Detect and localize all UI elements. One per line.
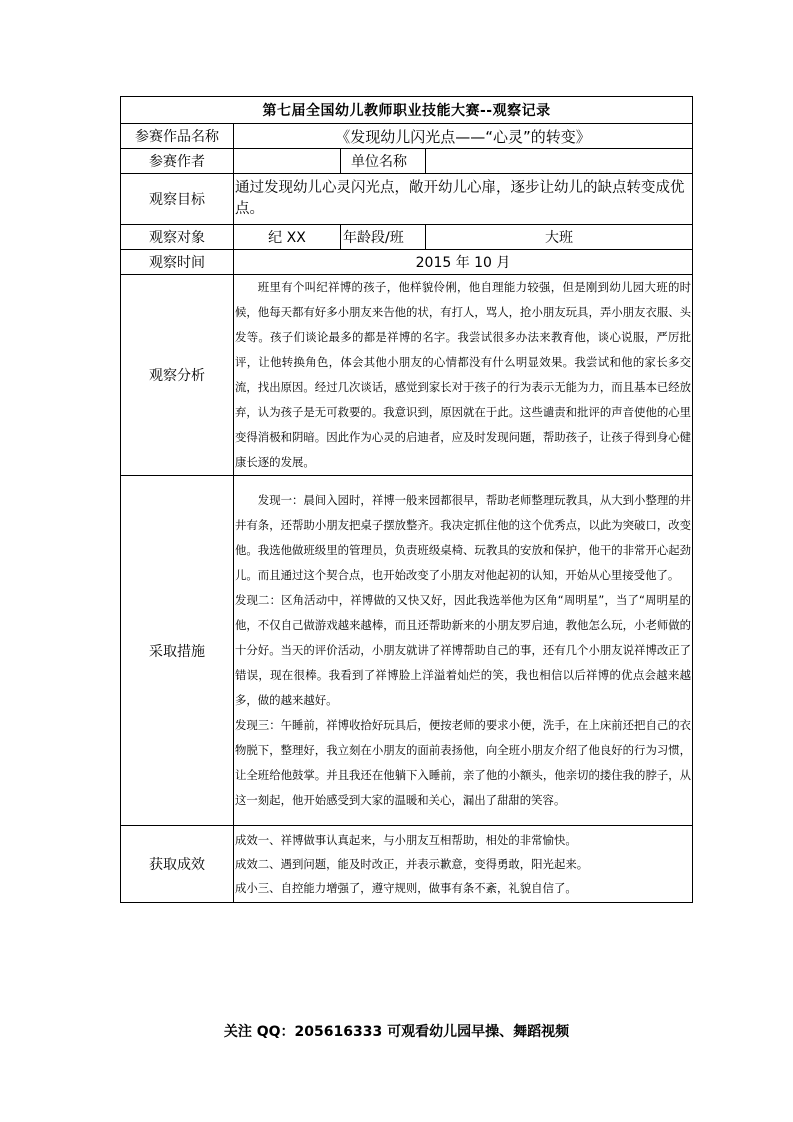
measure-finding-2: 发现二：区角活动中，祥博做的又快又好，因此我选举他为区角“周明星”，当了“周明星的他，不仅自己做游戏越来越棒，而且还帮助新来的小朋友罗启迪，教他怎么玩，小老师做的十分好。当天的评价活动，小朋友就讲了祥博帮助自己的事，还有几个小朋友说祥博改正了错误，现在很棒。我看到了祥博脸上洋溢着灿烂的笑，我也相信以后祥博的优点会越来越多，做的越来越好。	[235, 593, 692, 707]
subject-label: 观察对象	[121, 225, 234, 250]
results-cell	[234, 826, 693, 903]
record-title: 第七届全国幼儿教师职业技能大赛--观察记录	[121, 97, 693, 124]
results-label: 获取成效	[121, 826, 234, 903]
footer-promo-text: 关注 QQ：205616333 可观看幼儿园早操、舞蹈视频	[223, 1024, 570, 1040]
age-class-label: 年龄段/班	[341, 225, 426, 250]
observation-record-sheet	[120, 96, 692, 903]
time-label: 观察时间	[121, 250, 234, 275]
work-name-label: 参赛作品名称	[121, 124, 234, 149]
result-item-3: 成小三、自控能力增强了，遵守规则，做事有条不紊，礼貌自信了。	[235, 881, 577, 895]
result-item-1: 成效一、祥博做事认真起来，与小朋友互相帮助，相处的非常愉快。	[235, 833, 577, 847]
age-class-value: 大班	[426, 225, 693, 250]
time-value: 2015 年 10 月	[234, 250, 693, 275]
subject-value: 纪 XX	[234, 225, 341, 250]
analysis-cell	[234, 275, 693, 476]
measure-finding-1: 发现一：晨间入园时，祥博一般来园都很早，帮助老师整理玩教具，从大到小整理的井井有条，还帮助小朋友把桌子摆放整齐。我决定抓住他的这个优秀点，以此为突破口，改变他。我选他做班级里的管理员，负责班级桌椅、玩教具的安放和保护，他干的非常开心起劲儿。而且通过这个契合点，也开始改变了小朋友对他起初的认知，开始从心里接受他了。	[235, 493, 692, 582]
unit-label: 单位名称	[341, 149, 426, 174]
goal-label: 观察目标	[121, 174, 234, 225]
analysis-label: 观察分析	[121, 275, 234, 476]
goal-value: 通过发现幼儿心灵闪光点，敞开幼儿心扉，逐步让幼儿的缺点转变成优点。	[234, 174, 693, 225]
work-name-value: 《发现幼儿闪光点——“心灵”的转变》	[234, 124, 693, 149]
author-label: 参赛作者	[121, 149, 234, 174]
author-value	[234, 149, 341, 174]
result-item-2: 成效二、遇到问题，能及时改正，并表示歉意，变得勇敢，阳光起来。	[235, 857, 589, 871]
record-table	[120, 96, 693, 903]
analysis-text: 班里有个叫纪祥博的孩子，他样貌伶俐，他自理能力较强，但是刚到幼儿园大班的时候，他每天都有好多小朋友来告他的状，有打人，骂人，抢小朋友玩具，弄小朋友衣服、头发等。孩子们谈论最多的都是祥博的名字。我尝试很多办法来教育他，谈心说服，严厉批评，让他转换角色，体会其他小朋友的心情都没有什么明显效果。我尝试和他的家长多交流，找出原因。经过几次谈话，感觉到家长对于孩子的行为表示无能为力，而且基本已经放弃，认为孩子是无可救要的。我意识到，原因就在于此。这些谴责和批评的声音使他的心里变得消极和阴暗。因此作为心灵的启迪者，应及时发现问题，帮助孩子，让孩子得到身心健康长逐的发展。	[235, 280, 692, 469]
measures-label: 采取措施	[121, 476, 234, 826]
measures-cell	[234, 476, 693, 826]
unit-value	[426, 149, 693, 174]
measure-finding-3: 发现三：午睡前，祥博收拾好玩具后，便按老师的要求小便，洗手，在上床前还把自己的衣物脱下，整理好，我立刻在小朋友的面前表扬他，向全班小朋友介绍了他良好的行为习惯，让全班给他鼓掌。并且我还在他躺下入睡前，亲了他的小额头，他亲切的搂住我的脖子，从这一刻起，他开始感受到大家的温暖和关心，漏出了甜甜的笑容。	[235, 718, 692, 807]
